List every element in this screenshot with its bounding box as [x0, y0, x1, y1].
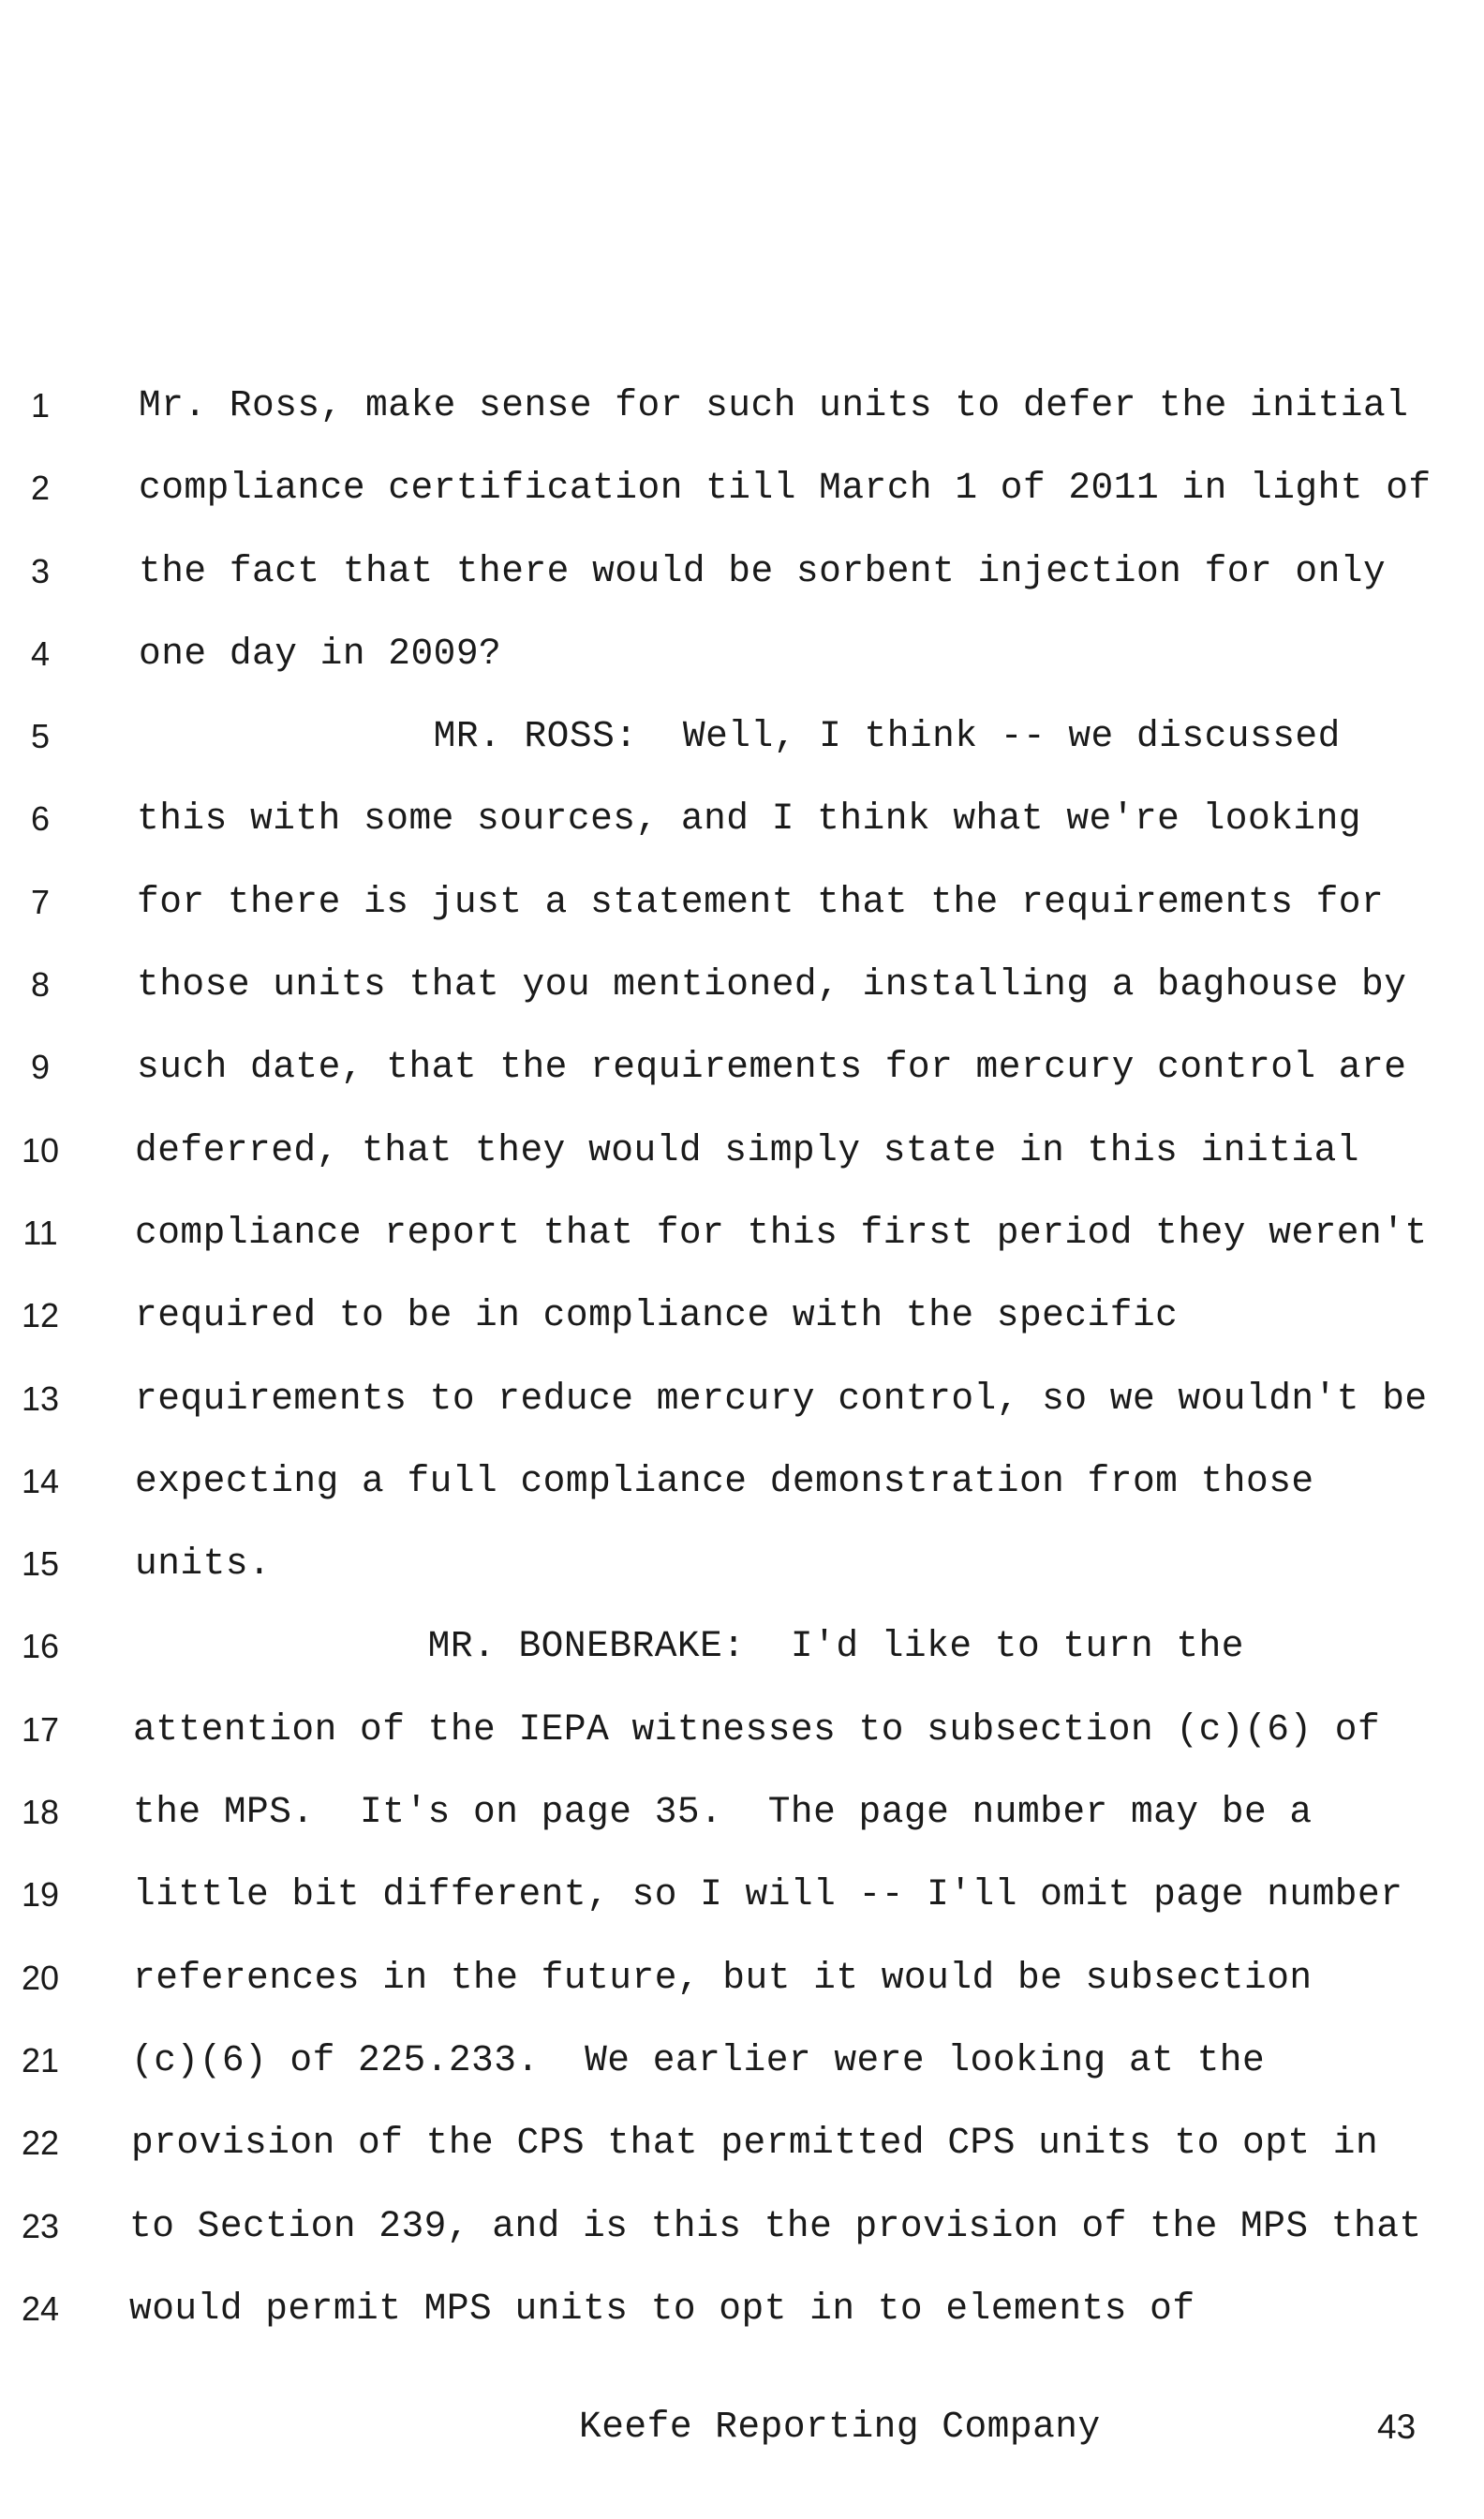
line-number: 21 [21, 2040, 60, 2079]
line-number: 24 [21, 2288, 60, 2328]
transcript-line [0, 1538, 1484, 1620]
transcript-line [0, 876, 1484, 959]
transcript-line [0, 1207, 1484, 1289]
transcript-line [0, 545, 1484, 628]
line-number: 18 [21, 1793, 60, 1832]
line-number: 19 [21, 1875, 60, 1915]
transcript-line [0, 1455, 1484, 1538]
transcript-line [0, 1041, 1484, 1124]
transcript-line [0, 2117, 1484, 2199]
line-text: for there is just a statement that the requirements for [137, 880, 1385, 923]
page-footer [0, 2401, 1484, 2453]
transcript-line [0, 2200, 1484, 2283]
line-number: 12 [21, 1296, 60, 1335]
line-text: references in the future, but it would be subsection [133, 1956, 1313, 1999]
transcript-line [0, 380, 1484, 462]
line-number: 5 [30, 717, 51, 756]
line-number: 15 [21, 1544, 60, 1584]
line-text: provision of the CPS that permitted CPS units to opt in [131, 2122, 1379, 2165]
transcript-line [0, 628, 1484, 710]
line-number: 11 [22, 1213, 58, 1252]
transcript-line [0, 1373, 1484, 1455]
line-text: (c)(6) of 225.233. We earlier were looking at the [131, 2038, 1266, 2081]
line-number: 14 [21, 1461, 60, 1500]
line-text: little bit different, so I will -- I'll omit page number [133, 1873, 1403, 1916]
line-number: 3 [30, 551, 51, 590]
line-text: the MPS. It's on page 35. The page number may be a [133, 1791, 1313, 1834]
line-text: compliance report that for this first period they weren't [135, 1211, 1428, 1254]
reporting-company-name: Keefe Reporting Company [579, 2406, 1101, 2448]
line-text: required to be in compliance with the specific [135, 1294, 1179, 1337]
line-text: MR. BONEBRAKE: I'd like to turn the [133, 1625, 1244, 1668]
line-number: 9 [30, 1048, 51, 1087]
transcript-line [0, 1869, 1484, 1951]
line-text: units. [135, 1543, 272, 1586]
line-text: those units that you mentioned, installing a baghouse by [137, 963, 1407, 1006]
line-text: MR. ROSS: Well, I think -- we discussed [139, 715, 1341, 758]
line-text: this with some sources, and I think what we're looking [137, 797, 1362, 841]
transcript-line [0, 1620, 1484, 1703]
line-number: 8 [30, 965, 51, 1005]
line-text: to Section 239, and is this the provision of the MPS that [129, 2204, 1422, 2247]
line-text: would permit MPS units to opt in to elements of [129, 2287, 1195, 2330]
transcript-body [0, 380, 1484, 2365]
transcript-line [0, 1289, 1484, 1372]
line-number: 2 [30, 469, 51, 508]
line-text: one day in 2009? [139, 632, 502, 675]
transcript-line [0, 959, 1484, 1041]
line-text: such date, that the requirements for mercury control are [137, 1046, 1407, 1089]
line-number: 23 [21, 2206, 60, 2245]
transcript-line [0, 710, 1484, 793]
line-number: 7 [30, 882, 51, 921]
line-text: the fact that there would be sorbent injection for only [139, 549, 1387, 592]
transcript-line [0, 2283, 1484, 2365]
line-number: 20 [21, 1958, 60, 1997]
line-text: requirements to reduce mercury control, so we wouldn't be [135, 1377, 1428, 1420]
transcript-line [0, 1125, 1484, 1207]
line-number: 13 [21, 1379, 60, 1418]
line-number: 4 [30, 633, 51, 673]
transcript-line [0, 462, 1484, 544]
line-number: 17 [21, 1709, 60, 1749]
transcript-line [0, 793, 1484, 875]
transcript-line [0, 1704, 1484, 1786]
line-text: deferred, that they would simply state in this initial [135, 1128, 1360, 1171]
page-number: 43 [1377, 2407, 1417, 2446]
line-text: compliance certification till March 1 of 2011 in light of [139, 467, 1432, 510]
line-number: 6 [30, 799, 51, 839]
line-text: attention of the IEPA witnesses to subsection (c)(6) of [133, 1707, 1381, 1751]
line-number: 22 [21, 2124, 60, 2163]
line-number: 1 [30, 386, 51, 425]
transcript-line [0, 1952, 1484, 2035]
transcript-line [0, 2035, 1484, 2117]
line-text: expecting a full compliance demonstration from those [135, 1459, 1314, 1502]
line-number: 16 [21, 1627, 60, 1666]
line-number: 10 [21, 1130, 60, 1170]
transcript-line [0, 1786, 1484, 1869]
line-text: Mr. Ross, make sense for such units to defer the initial [139, 384, 1409, 426]
